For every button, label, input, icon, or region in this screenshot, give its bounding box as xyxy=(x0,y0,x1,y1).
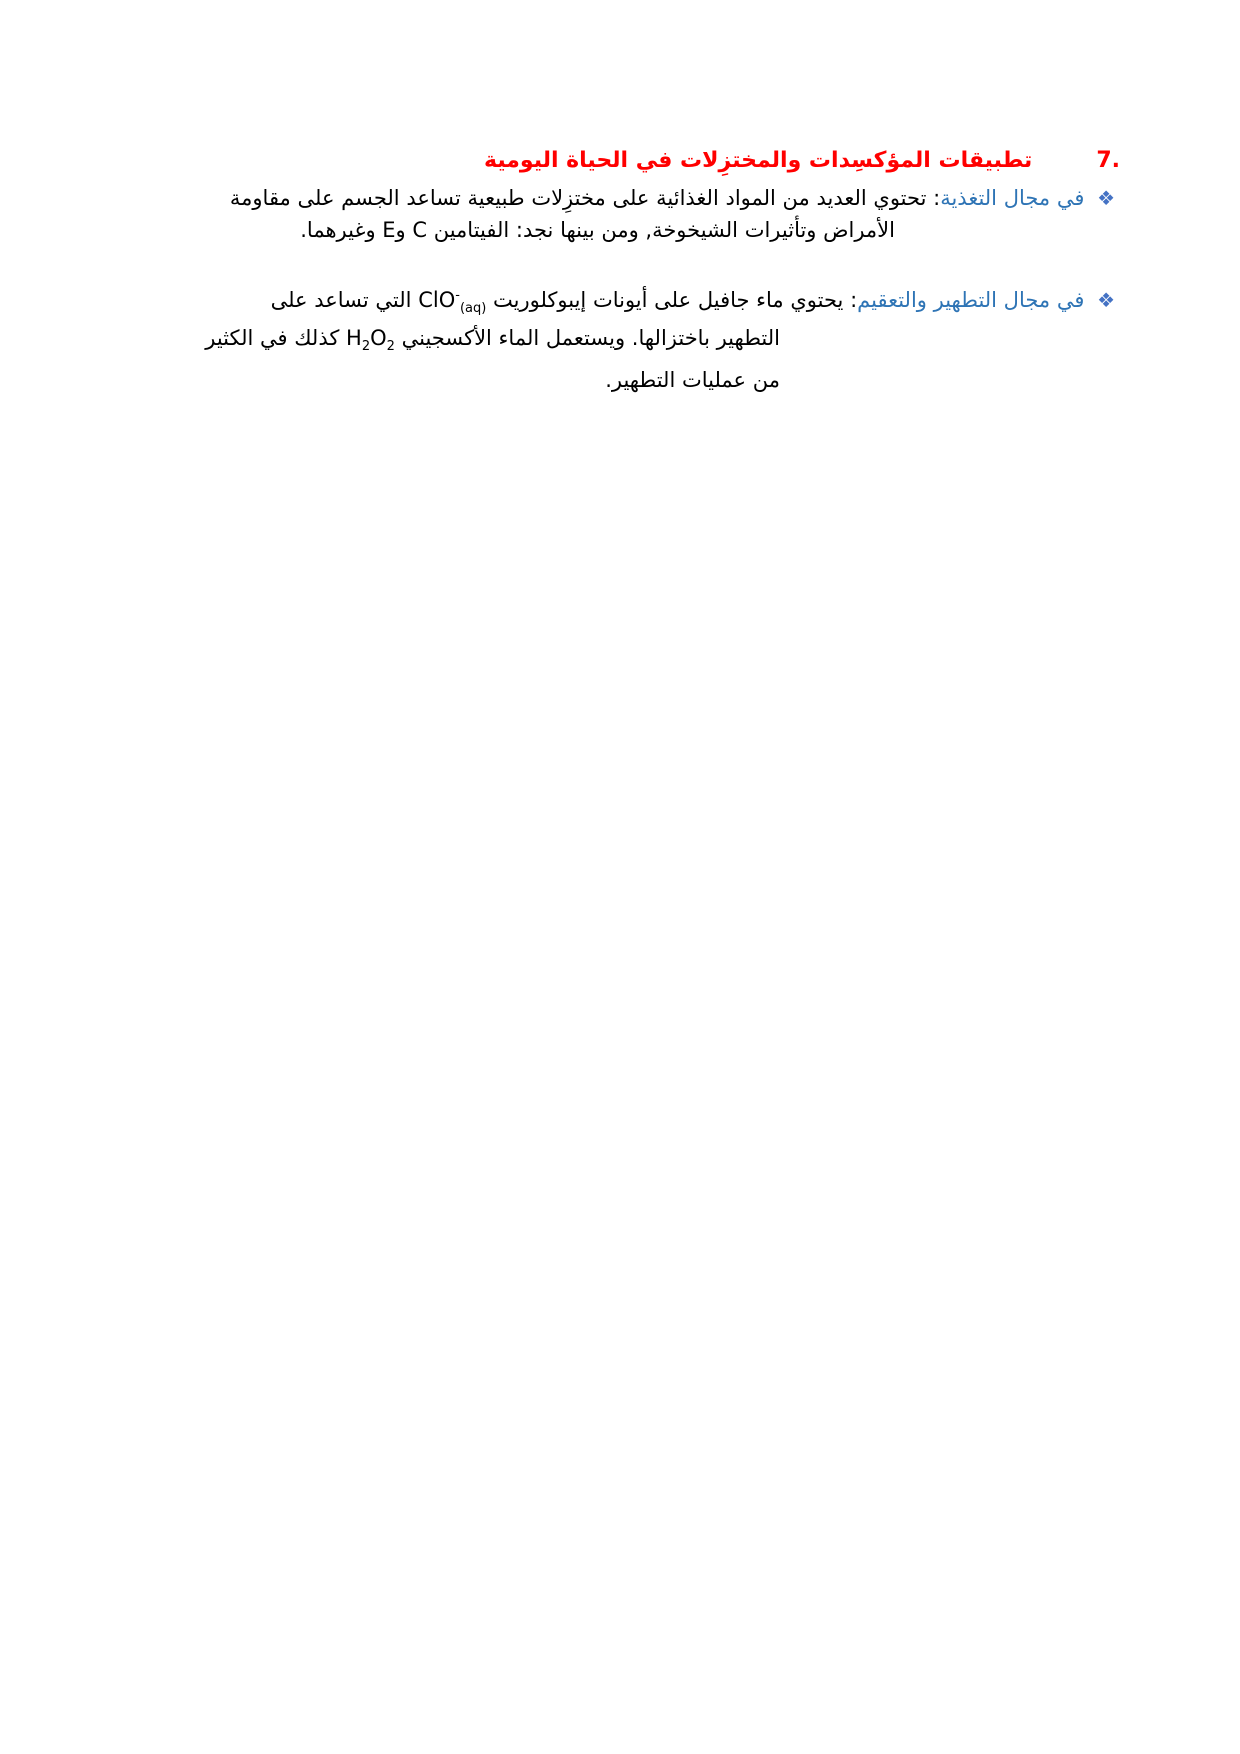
bullet-disinfection: ❖ في مجال التطهير والتعقيم: يحتوي ماء جافيل على أيونات إيبوكلوريت ClO-$_{(aq)}$ التي تساعد على xyxy=(270,288,1115,317)
bullet-text-continued: من عمليات التطهير. xyxy=(605,368,780,392)
section-number: 7. xyxy=(1096,148,1120,173)
bullet-text: تحتوي العديد من المواد الغذائية على مختزِلات طبيعية تساعد الجسم على مقاومة xyxy=(229,186,927,210)
bullet-text: يحتوي ماء جافيل على أيونات إيبوكلوريت xyxy=(493,288,844,312)
bullet-label: في مجال التغذية xyxy=(940,186,1085,210)
diamond-bullet-icon: ❖ xyxy=(1097,288,1115,312)
bullet-nutrition: ❖ في مجال التغذية: تحتوي العديد من المواد الغذائية على مختزِلات طبيعية تساعد الجسم على مقاومة xyxy=(229,186,1115,210)
hydrogen-peroxide-formula: $H_2O_2$ xyxy=(346,326,395,355)
diamond-bullet-icon: ❖ xyxy=(1097,186,1115,210)
hypochlorite-formula: ClO-$_{(aq)}$ xyxy=(418,288,487,317)
bullet-text-continued: الأمراض وتأثيرات الشيخوخة, ومن بينها نجد: الفيتامين C وE وغيرهما. xyxy=(300,218,895,242)
bullet-label: في مجال التطهير والتعقيم xyxy=(857,288,1085,312)
section-heading xyxy=(120,148,1120,173)
bullet-text: التي تساعد على xyxy=(270,288,412,312)
section-title: تطبيقات المؤكسِدات والمختزِلات في الحياة اليومية xyxy=(483,148,1033,173)
bullet-text-continued: التطهير باختزالها. ويستعمل الماء الأكسجيني $H_2O_2$ كذلك في الكثير xyxy=(205,326,780,355)
